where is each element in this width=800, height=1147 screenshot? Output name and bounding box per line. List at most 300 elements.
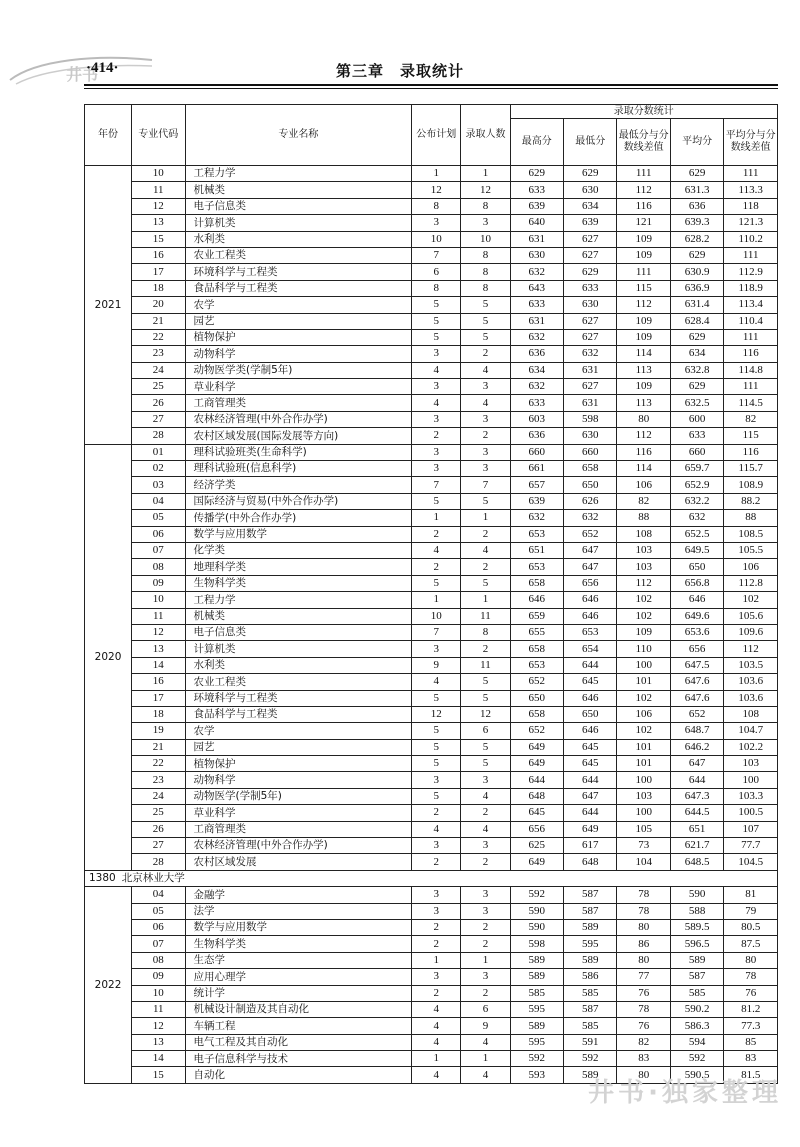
cell-min-diff: 109 (617, 329, 670, 345)
cell-admitted: 5 (461, 674, 510, 690)
cell-avg-diff: 102.2 (724, 739, 778, 755)
cell-plan: 9 (412, 657, 461, 673)
cell-max: 649 (510, 739, 563, 755)
header-rule-thin (84, 88, 778, 89)
cell-code: 05 (132, 510, 185, 526)
logo-text: 井书 (66, 65, 99, 84)
col-avg: 平均分 (670, 119, 723, 166)
cell-min-diff: 77 (617, 969, 670, 985)
cell-avg-diff: 104.7 (724, 723, 778, 739)
cell-name: 农学 (185, 297, 412, 313)
cell-admitted: 3 (461, 772, 510, 788)
table-row (85, 182, 778, 198)
chapter-title: 第三章 录取统计 (335, 62, 464, 80)
header-rule (84, 84, 778, 86)
cell-admitted: 3 (461, 444, 510, 460)
cell-plan: 2 (412, 805, 461, 821)
table-row (85, 608, 778, 624)
cell-avg: 628.4 (670, 313, 723, 329)
cell-plan: 3 (412, 346, 461, 362)
cell-plan: 7 (412, 477, 461, 493)
cell-min: 658 (564, 461, 617, 477)
cell-avg: 631.3 (670, 182, 723, 198)
cell-code: 18 (132, 280, 185, 296)
cell-min: 644 (564, 805, 617, 821)
cell-avg-diff: 114.8 (724, 362, 778, 378)
cell-min-diff: 106 (617, 706, 670, 722)
cell-max: 634 (510, 362, 563, 378)
cell-avg-diff: 82 (724, 411, 778, 427)
cell-min-diff: 76 (617, 985, 670, 1001)
cell-code: 02 (132, 461, 185, 477)
cell-avg-diff: 113.3 (724, 182, 778, 198)
cell-code: 16 (132, 247, 185, 263)
cell-min: 586 (564, 969, 617, 985)
cell-admitted: 8 (461, 247, 510, 263)
cell-name: 农林经济管理(中外合作办学) (185, 838, 412, 854)
cell-avg-diff: 107 (724, 821, 778, 837)
table-row (85, 264, 778, 280)
cell-code: 06 (132, 526, 185, 542)
cell-max: 643 (510, 280, 563, 296)
cell-min-diff: 112 (617, 297, 670, 313)
cell-avg: 652.5 (670, 526, 723, 542)
cell-code: 23 (132, 346, 185, 362)
cell-name: 电气工程及其自动化 (185, 1034, 412, 1050)
table-row (85, 526, 778, 542)
cell-max: 603 (510, 411, 563, 427)
cell-avg: 629 (670, 166, 723, 182)
table-row (85, 510, 778, 526)
table-row (85, 166, 778, 182)
cell-plan: 5 (412, 297, 461, 313)
cell-admitted: 8 (461, 280, 510, 296)
cell-admitted: 2 (461, 985, 510, 1001)
cell-avg: 644.5 (670, 805, 723, 821)
cell-min-diff: 100 (617, 772, 670, 788)
cell-max: 625 (510, 838, 563, 854)
cell-name: 生物科学类 (185, 936, 412, 952)
cell-avg: 633 (670, 428, 723, 444)
year-cell: 2022 (85, 887, 132, 1084)
cell-min-diff: 101 (617, 739, 670, 755)
cell-max: 658 (510, 575, 563, 591)
cell-min: 646 (564, 690, 617, 706)
cell-min: 644 (564, 772, 617, 788)
cell-plan: 3 (412, 641, 461, 657)
cell-min-diff: 121 (617, 215, 670, 231)
cell-min: 634 (564, 198, 617, 214)
cell-plan: 8 (412, 198, 461, 214)
cell-plan: 5 (412, 313, 461, 329)
cell-max: 651 (510, 542, 563, 558)
cell-avg: 592 (670, 1051, 723, 1067)
cell-avg: 586.3 (670, 1018, 723, 1034)
table-row (85, 542, 778, 558)
cell-min: 647 (564, 559, 617, 575)
cell-min-diff: 112 (617, 428, 670, 444)
cell-plan: 3 (412, 838, 461, 854)
cell-admitted: 4 (461, 362, 510, 378)
cell-avg: 632.8 (670, 362, 723, 378)
cell-name: 食品科学与工程类 (185, 706, 412, 722)
table-row (85, 739, 778, 755)
cell-code: 14 (132, 657, 185, 673)
table-row (85, 1001, 778, 1017)
table-row (85, 215, 778, 231)
cell-name: 农业工程类 (185, 674, 412, 690)
cell-avg-diff: 111 (724, 379, 778, 395)
cell-max: 658 (510, 641, 563, 657)
cell-avg: 647.3 (670, 788, 723, 804)
cell-max: 631 (510, 313, 563, 329)
cell-name: 草业科学 (185, 379, 412, 395)
cell-avg-diff: 100 (724, 772, 778, 788)
cell-avg: 648.5 (670, 854, 723, 870)
cell-admitted: 6 (461, 1001, 510, 1017)
cell-min-diff: 109 (617, 313, 670, 329)
cell-max: 592 (510, 887, 563, 903)
cell-admitted: 4 (461, 542, 510, 558)
table-row (85, 952, 778, 968)
cell-min-diff: 76 (617, 1018, 670, 1034)
table-row (85, 657, 778, 673)
cell-admitted: 3 (461, 379, 510, 395)
cell-code: 09 (132, 969, 185, 985)
cell-min-diff: 116 (617, 444, 670, 460)
cell-name: 水利类 (185, 231, 412, 247)
cell-min-diff: 103 (617, 559, 670, 575)
cell-code: 09 (132, 575, 185, 591)
cell-name: 动物科学 (185, 346, 412, 362)
cell-min: 647 (564, 542, 617, 558)
university-cell (85, 870, 778, 886)
cell-code: 11 (132, 608, 185, 624)
cell-min-diff: 73 (617, 838, 670, 854)
cell-min-diff: 110 (617, 641, 670, 657)
cell-avg-diff: 81.2 (724, 1001, 778, 1017)
cell-max: 645 (510, 805, 563, 821)
table-row (85, 297, 778, 313)
col-plan: 公布计划 (412, 105, 461, 166)
table-row (85, 903, 778, 919)
table-row (85, 559, 778, 575)
cell-min-diff: 115 (617, 280, 670, 296)
cell-min-diff: 100 (617, 657, 670, 673)
table-row (85, 444, 778, 460)
cell-admitted: 2 (461, 919, 510, 935)
cell-admitted: 6 (461, 723, 510, 739)
cell-avg-diff: 111 (724, 166, 778, 182)
cell-code: 13 (132, 641, 185, 657)
cell-avg-diff: 110.2 (724, 231, 778, 247)
cell-avg-diff: 108.9 (724, 477, 778, 493)
cell-code: 22 (132, 756, 185, 772)
cell-code: 05 (132, 903, 185, 919)
cell-max: 657 (510, 477, 563, 493)
cell-admitted: 3 (461, 969, 510, 985)
cell-min-diff: 102 (617, 592, 670, 608)
cell-plan: 4 (412, 362, 461, 378)
cell-avg-diff: 87.5 (724, 936, 778, 952)
cell-max: 633 (510, 395, 563, 411)
cell-plan: 1 (412, 592, 461, 608)
cell-avg-diff: 78 (724, 969, 778, 985)
cell-avg: 644 (670, 772, 723, 788)
cell-plan: 3 (412, 772, 461, 788)
cell-plan: 12 (412, 706, 461, 722)
cell-code: 07 (132, 936, 185, 952)
cell-admitted: 2 (461, 936, 510, 952)
cell-min: 645 (564, 756, 617, 772)
cell-avg-diff: 85 (724, 1034, 778, 1050)
col-max: 最高分 (510, 119, 563, 166)
cell-min: 587 (564, 903, 617, 919)
table-row (85, 854, 778, 870)
cell-avg: 647 (670, 756, 723, 772)
cell-admitted: 2 (461, 805, 510, 821)
cell-admitted: 7 (461, 477, 510, 493)
cell-name: 工商管理类 (185, 821, 412, 837)
cell-avg-diff: 81.5 (724, 1067, 778, 1083)
cell-plan: 8 (412, 280, 461, 296)
cell-plan: 5 (412, 575, 461, 591)
cell-admitted: 1 (461, 166, 510, 182)
cell-avg-diff: 111 (724, 247, 778, 263)
cell-code: 10 (132, 166, 185, 182)
cell-max: 648 (510, 788, 563, 804)
cell-min: 630 (564, 297, 617, 313)
cell-min: 631 (564, 362, 617, 378)
cell-avg-diff: 115 (724, 428, 778, 444)
cell-min-diff: 101 (617, 756, 670, 772)
cell-avg: 629 (670, 329, 723, 345)
cell-admitted: 3 (461, 215, 510, 231)
cell-admitted: 11 (461, 608, 510, 624)
cell-min-diff: 104 (617, 854, 670, 870)
cell-min-diff: 105 (617, 821, 670, 837)
cell-code: 19 (132, 723, 185, 739)
cell-name: 电子信息类 (185, 198, 412, 214)
cell-name: 工商管理类 (185, 395, 412, 411)
cell-code: 26 (132, 821, 185, 837)
cell-avg-diff: 109.6 (724, 624, 778, 640)
table-body (85, 166, 778, 1084)
cell-code: 04 (132, 887, 185, 903)
cell-name: 工程力学 (185, 592, 412, 608)
cell-code: 10 (132, 592, 185, 608)
cell-avg: 647.6 (670, 674, 723, 690)
cell-max: 644 (510, 772, 563, 788)
cell-max: 590 (510, 903, 563, 919)
cell-name: 机械类 (185, 608, 412, 624)
cell-avg-diff: 80 (724, 952, 778, 968)
cell-name: 机械设计制造及其自动化 (185, 1001, 412, 1017)
cell-min-diff: 103 (617, 788, 670, 804)
cell-name: 电子信息类 (185, 624, 412, 640)
cell-avg-diff: 88.2 (724, 493, 778, 509)
cell-plan: 5 (412, 690, 461, 706)
cell-admitted: 12 (461, 182, 510, 198)
cell-avg: 646.2 (670, 739, 723, 755)
cell-max: 658 (510, 706, 563, 722)
cell-avg: 631.4 (670, 297, 723, 313)
table-row (85, 1018, 778, 1034)
table-row (85, 493, 778, 509)
cell-min: 648 (564, 854, 617, 870)
cell-min: 656 (564, 575, 617, 591)
cell-avg: 590.2 (670, 1001, 723, 1017)
cell-avg-diff: 79 (724, 903, 778, 919)
cell-min: 589 (564, 952, 617, 968)
cell-min: 617 (564, 838, 617, 854)
cell-avg: 647.5 (670, 657, 723, 673)
cell-plan: 5 (412, 723, 461, 739)
table-row (85, 723, 778, 739)
cell-code: 27 (132, 411, 185, 427)
cell-avg-diff: 118.9 (724, 280, 778, 296)
cell-code: 17 (132, 690, 185, 706)
watermark: 井书·独家整理 (588, 1078, 782, 1108)
cell-avg: 653.6 (670, 624, 723, 640)
cell-max: 653 (510, 559, 563, 575)
cell-code: 06 (132, 919, 185, 935)
cell-max: 661 (510, 461, 563, 477)
table-row (85, 919, 778, 935)
col-avg-diff: 平均分与分数线差值 (724, 119, 778, 166)
cell-min: 654 (564, 641, 617, 657)
cell-min: 591 (564, 1034, 617, 1050)
table-row (85, 641, 778, 657)
table-row (85, 838, 778, 854)
col-group-score-stats: 录取分数统计 (510, 105, 777, 119)
cell-code: 24 (132, 788, 185, 804)
cell-code: 11 (132, 1001, 185, 1017)
cell-max: 633 (510, 182, 563, 198)
table-row (85, 969, 778, 985)
cell-code: 07 (132, 542, 185, 558)
cell-min-diff: 108 (617, 526, 670, 542)
cell-min: 645 (564, 674, 617, 690)
cell-max: 639 (510, 493, 563, 509)
cell-min: 626 (564, 493, 617, 509)
cell-name: 草业科学 (185, 805, 412, 821)
cell-avg: 632.5 (670, 395, 723, 411)
table-row (85, 231, 778, 247)
cell-avg-diff: 116 (724, 444, 778, 460)
cell-avg-diff: 111 (724, 329, 778, 345)
table-row (85, 624, 778, 640)
cell-avg-diff: 103 (724, 756, 778, 772)
cell-name: 食品科学与工程类 (185, 280, 412, 296)
cell-code: 25 (132, 805, 185, 821)
cell-min: 598 (564, 411, 617, 427)
cell-avg: 585 (670, 985, 723, 1001)
cell-max: 632 (510, 264, 563, 280)
cell-code: 21 (132, 313, 185, 329)
cell-min: 631 (564, 395, 617, 411)
cell-min: 649 (564, 821, 617, 837)
cell-min: 595 (564, 936, 617, 952)
table-row (85, 936, 778, 952)
table-header (85, 105, 778, 166)
cell-plan: 2 (412, 428, 461, 444)
cell-code: 12 (132, 198, 185, 214)
cell-max: 660 (510, 444, 563, 460)
cell-admitted: 5 (461, 329, 510, 345)
cell-code: 12 (132, 1018, 185, 1034)
cell-min: 630 (564, 428, 617, 444)
cell-name: 植物保护 (185, 329, 412, 345)
table-row (85, 362, 778, 378)
cell-avg: 639.3 (670, 215, 723, 231)
table-row (85, 821, 778, 837)
cell-plan: 5 (412, 329, 461, 345)
cell-min: 585 (564, 1018, 617, 1034)
cell-max: 636 (510, 346, 563, 362)
cell-admitted: 4 (461, 821, 510, 837)
cell-max: 589 (510, 952, 563, 968)
cell-min: 646 (564, 723, 617, 739)
cell-code: 11 (132, 182, 185, 198)
table-row (85, 329, 778, 345)
cell-max: 659 (510, 608, 563, 624)
cell-avg: 636.9 (670, 280, 723, 296)
cell-max: 632 (510, 510, 563, 526)
cell-avg: 629 (670, 247, 723, 263)
cell-avg: 651 (670, 821, 723, 837)
cell-avg: 649.5 (670, 542, 723, 558)
cell-avg-diff: 108 (724, 706, 778, 722)
cell-max: 639 (510, 198, 563, 214)
cell-admitted: 2 (461, 559, 510, 575)
cell-min: 587 (564, 887, 617, 903)
cell-avg-diff: 114.5 (724, 395, 778, 411)
table-row (85, 411, 778, 427)
cell-min: 589 (564, 919, 617, 935)
cell-max: 656 (510, 821, 563, 837)
cell-max: 655 (510, 624, 563, 640)
university-code: 1380 (89, 872, 116, 885)
cell-min: 660 (564, 444, 617, 460)
cell-plan: 3 (412, 411, 461, 427)
table-row (85, 887, 778, 903)
col-admitted: 录取人数 (461, 105, 510, 166)
cell-plan: 3 (412, 461, 461, 477)
table-row (85, 772, 778, 788)
cell-avg-diff: 103.6 (724, 690, 778, 706)
cell-name: 生态学 (185, 952, 412, 968)
cell-admitted: 3 (461, 461, 510, 477)
cell-min-diff: 109 (617, 379, 670, 395)
cell-avg: 634 (670, 346, 723, 362)
cell-name: 理科试验班(信息科学) (185, 461, 412, 477)
cell-code: 24 (132, 362, 185, 378)
cell-min-diff: 80 (617, 919, 670, 935)
table-row (85, 592, 778, 608)
cell-min-diff: 102 (617, 723, 670, 739)
cell-code: 21 (132, 739, 185, 755)
cell-min-diff: 80 (617, 952, 670, 968)
cell-min-diff: 114 (617, 346, 670, 362)
cell-min: 585 (564, 985, 617, 1001)
cell-max: 649 (510, 756, 563, 772)
cell-max: 652 (510, 723, 563, 739)
cell-min: 632 (564, 510, 617, 526)
cell-plan: 1 (412, 1051, 461, 1067)
cell-min: 627 (564, 313, 617, 329)
cell-avg-diff: 76 (724, 985, 778, 1001)
